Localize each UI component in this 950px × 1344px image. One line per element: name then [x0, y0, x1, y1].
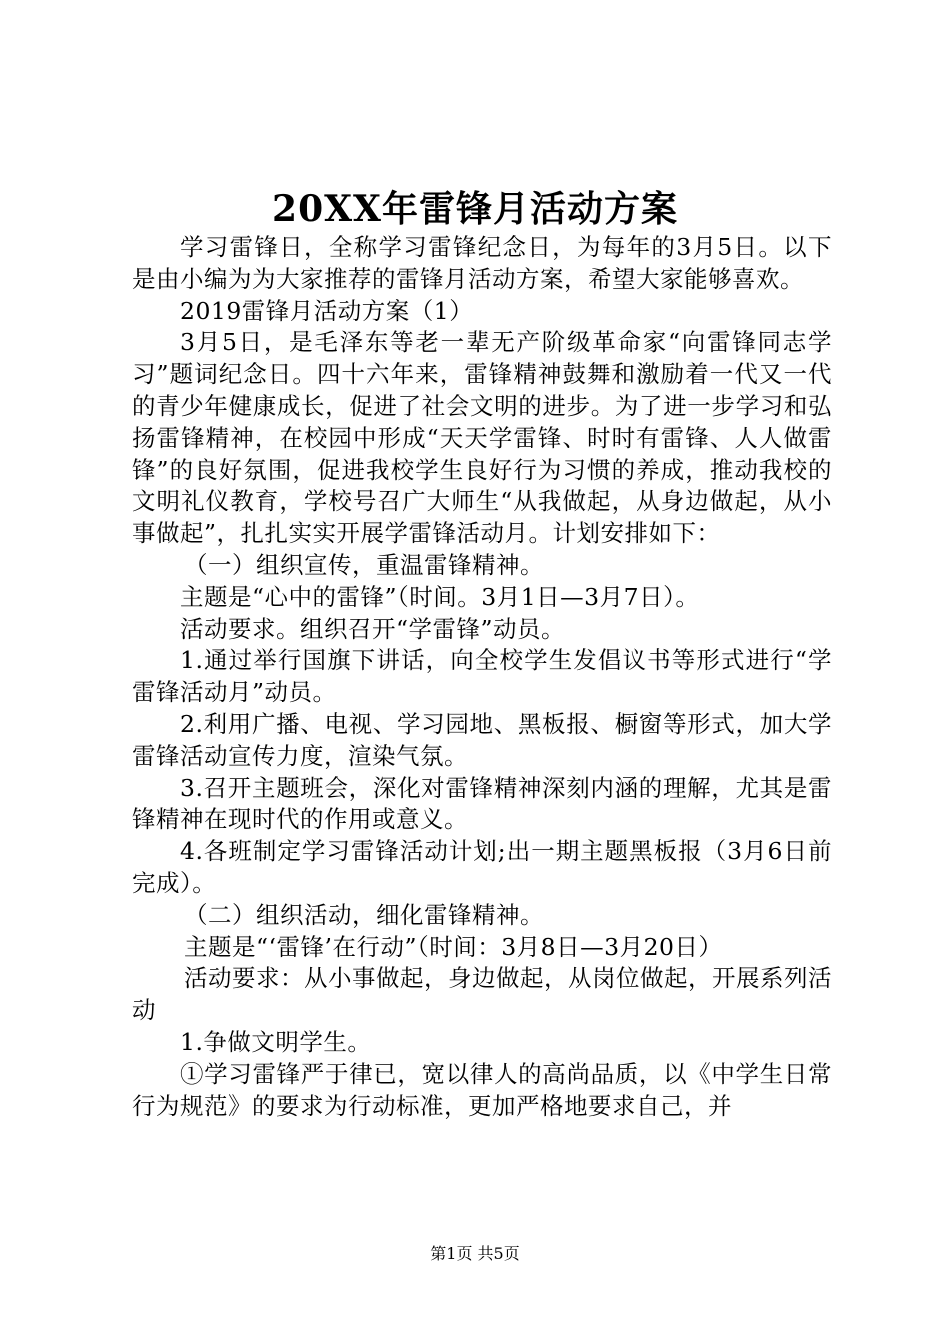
document-body: [132, 232, 832, 1122]
paragraph-item-2: 2.利用广播、电视、学习园地、黑板报、橱窗等形式，加大学雷锋活动宣传力度，渲染气氛。: [132, 709, 832, 770]
paragraph-plan-heading: 2019雷锋月活动方案（1）: [180, 296, 474, 325]
paragraph-intro: 学习雷锋日，全称学习雷锋纪念日，为每年的3月5日。以下是由小编为为大家推荐的雷锋月活动方案，希望大家能够喜欢。: [132, 233, 832, 293]
paragraph-activity-1: 1.争做文明学生。: [180, 1027, 372, 1056]
document-title: 20XX年雷锋月活动方案: [272, 188, 678, 230]
paragraph-requirements-one: 活动要求。组织召开“学雷锋”动员。: [180, 614, 566, 643]
paragraph-theme-one: 主题是“心中的雷锋”（时间。3月1日—3月7日）。: [180, 582, 700, 611]
paragraph-section-two: （二）组织活动，细化雷锋精神。: [184, 900, 544, 929]
paragraph-activity-1-detail: ①学习雷锋严于律已，宽以律人的高尚品质，以《中学生日常行为规范》的要求为行动标准，更加严格地要求自己，并: [132, 1059, 832, 1120]
paragraph-background: 3月5日，是毛泽东等老一辈无产阶级革命家“向雷锋同志学习”题词纪念日。四十六年来，雷锋精神鼓舞和激励着一代又一代的青少年健康成长，促进了社会文明的进步。为了进一步学习和弘扬雷锋精神，在校园中形成“天天学雷锋、时时有雷锋、人人做雷锋”的良好氛围，促进我校学生良好行为习惯的养成，推动我校的文明礼仪教育，学校号召广大师生“从我做起，从身边做起，从小事做起”，扎扎实实开展学雷锋活动月。计划安排如下：: [132, 328, 832, 548]
page-footer: 第1页 共5页: [430, 1244, 520, 1263]
paragraph-item-3: 3.召开主题班会，深化对雷锋精神深刻内涵的理解，尤其是雷锋精神在现时代的作用或意义。: [132, 773, 832, 834]
paragraph-item-1: 1.通过举行国旗下讲话，向全校学生发倡议书等形式进行“学雷锋活动月”动员。: [132, 646, 832, 707]
paragraph-theme-two: 主题是“‘雷锋’在行动”（时间：3月8日—3月20日）: [184, 932, 723, 961]
paragraph-section-one: （一）组织宣传，重温雷锋精神。: [184, 550, 544, 579]
paragraph-requirements-two: 活动要求：从小事做起，身边做起，从岗位做起，开展系列活动: [132, 964, 832, 1025]
paragraph-item-4: 4.各班制定学习雷锋活动计划;出一期主题黑板报（3月6日前完成）。: [132, 837, 832, 897]
